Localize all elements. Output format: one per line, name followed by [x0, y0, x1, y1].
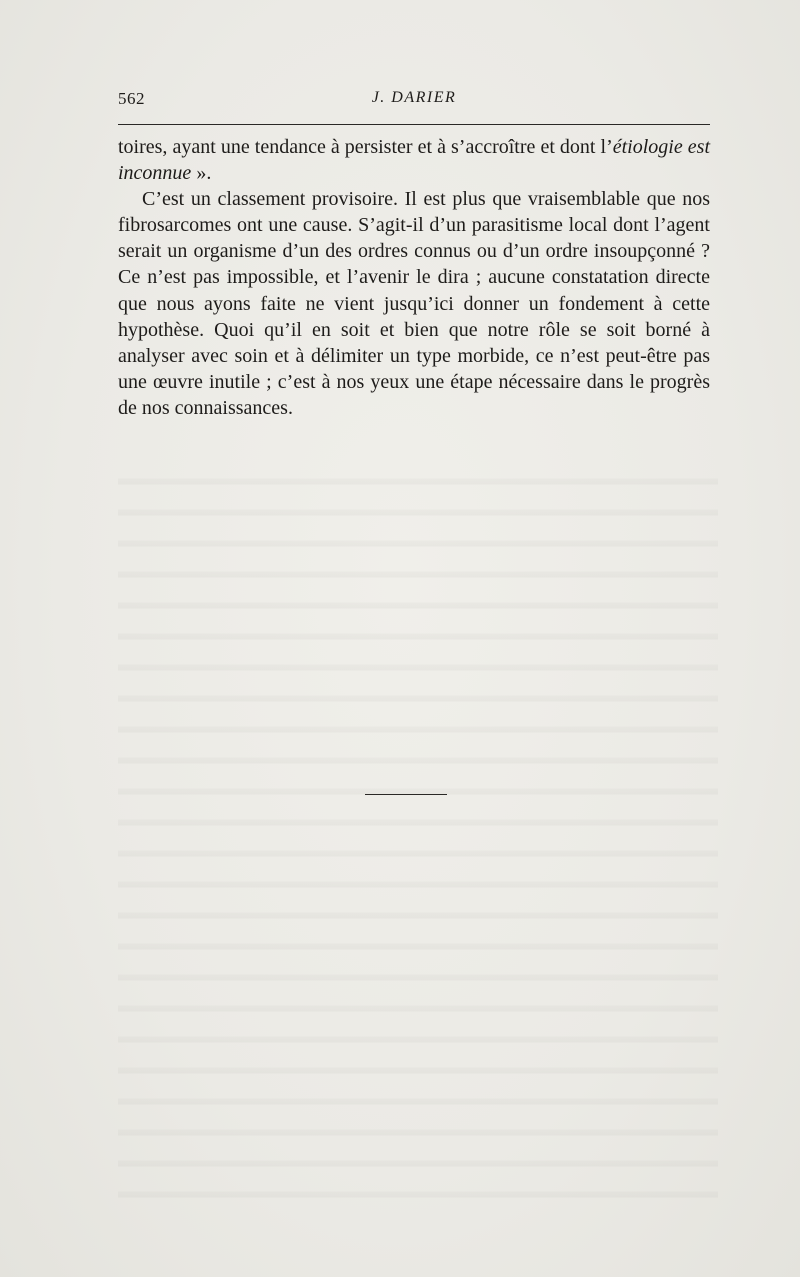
paragraph-1-italic: étiologie est inconnue — [118, 136, 710, 185]
paragraph-1 — [118, 134, 710, 186]
show-through-texture — [118, 460, 718, 1220]
page-number: 562 — [118, 89, 145, 108]
header-rule — [118, 124, 710, 125]
running-head: J. DARIER — [371, 89, 457, 106]
paragraph-2: C’est un classement provisoire. Il est plus que vraisemblable que nos fibrosarcomes ont une cause. S’agit-il d’un parasitisme local dont l’agent serait un organisme d’un des ordres connus ou d’un ordre insoupçonné ? Ce n’est pas impossible, et l’avenir le dira ; aucune constatation directe que nous ayons faite ne vient jusqu’ici donner un fondement à cette hypothèse. Quoi qu’il en soit et bien que notre rôle se soit borné à analyser avec soin et à délimiter un type morbide, ce n’est peut-être pas une œuvre inutile ; c’est à nos yeux une étape nécessaire dans le progrès de nos connaissances. — [118, 188, 710, 419]
page-header — [118, 89, 710, 113]
body-text — [118, 134, 710, 421]
paragraph-1-start: toires, ayant une tendance à persister et à s’accroître et dont l’ — [118, 136, 613, 158]
end-rule — [365, 794, 447, 795]
paragraph-1-end: ». — [191, 162, 212, 185]
